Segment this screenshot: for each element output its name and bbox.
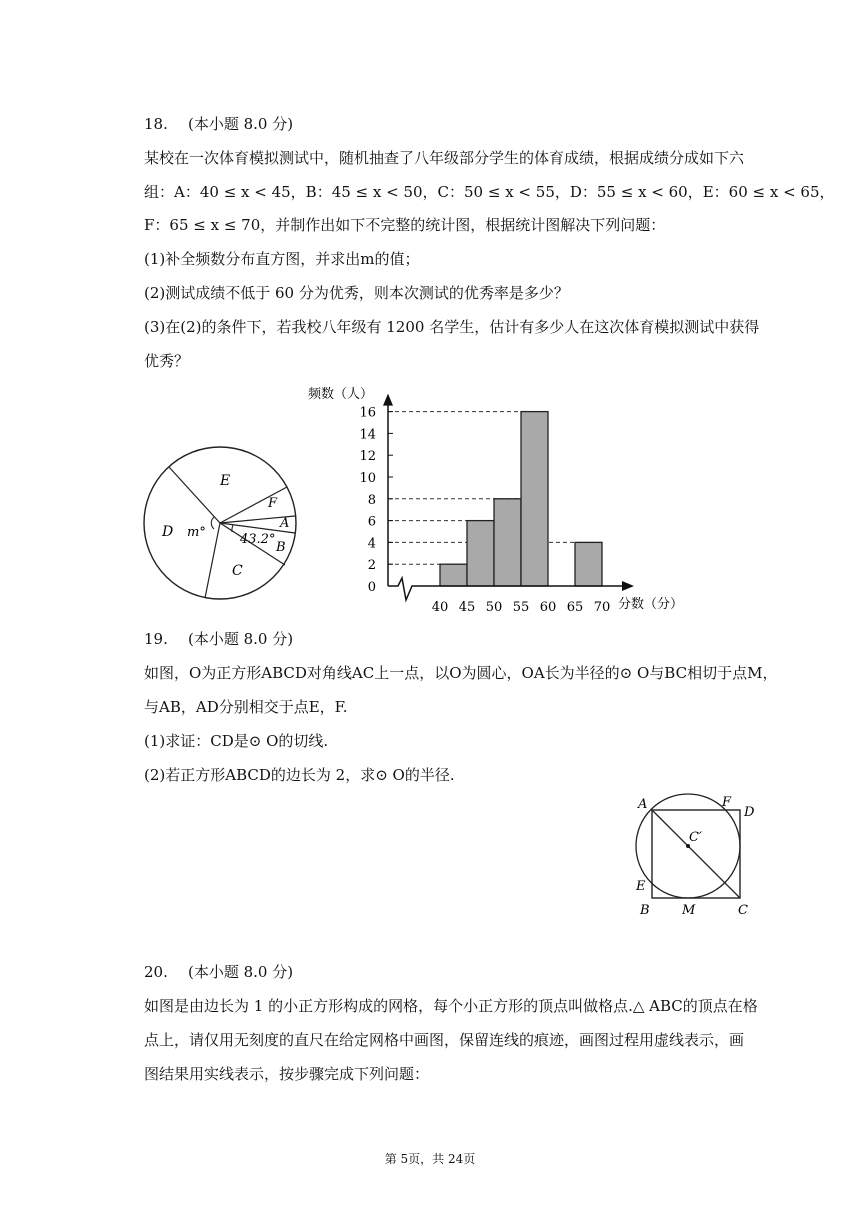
hist-y-tick-label: 8 xyxy=(367,492,376,508)
label-m: M xyxy=(682,903,696,918)
q20-heading xyxy=(144,962,293,982)
label-d: D xyxy=(744,805,755,820)
hist-y-tick-label: 6 xyxy=(367,514,376,530)
hist-x-tick-label: 60 xyxy=(539,600,557,615)
q18-score: (本小题 8.0 分) xyxy=(188,115,294,133)
pie-m-label: m° xyxy=(187,525,206,540)
q20-stem-line1: 如图是由边长为 1 的小正方形构成的网格，每个小正方形的顶点叫做格点.△ ABC的顶点在格 xyxy=(144,997,758,1015)
label-c-prime: C′ xyxy=(689,830,702,845)
hist-y-tick-label: 16 xyxy=(359,405,376,421)
q18-sub1: (1)补全频数分布直方图，并求出m的值； xyxy=(144,250,420,268)
hist-y-tick-label: 2 xyxy=(367,558,376,574)
hist-bar xyxy=(494,499,521,586)
page-footer: 第 5页，共 24页 xyxy=(384,1152,476,1166)
pie-label-c: C xyxy=(232,563,243,579)
hist-x-tick-label: 45 xyxy=(458,600,476,615)
hist-bar xyxy=(521,412,548,586)
diagonal-ac xyxy=(652,810,740,898)
pie-label-a: A xyxy=(280,516,290,531)
hist-bar xyxy=(575,542,602,586)
hist-x-tick-label: 55 xyxy=(512,600,530,615)
q20-stem-line3: 图结果用实线表示，按步骤完成下列问题： xyxy=(144,1065,430,1083)
label-a: A xyxy=(638,797,648,812)
q19-heading xyxy=(144,629,293,649)
histogram xyxy=(300,378,720,618)
hist-y-arrow xyxy=(383,394,393,406)
pie-label-e: E xyxy=(220,473,231,489)
pie-angle-label: 43.2° xyxy=(240,532,276,547)
q18-sub3-line2: 优秀？ xyxy=(144,352,190,370)
label-f: F xyxy=(722,795,732,810)
q18-stem-line2: 组：A：40 ≤ x < 45，B：45 ≤ x < 50，C：50 ≤ x < 55，D：55 ≤ x < 60，E：60 ≤ x < 65， xyxy=(144,183,835,201)
q20-stem-line2: 点上，请仅用无刻度的直尺在给定网格中画图，保留连线的痕迹，画图过程用虚线表示，画 xyxy=(144,1031,745,1049)
hist-x-tick-label: 70 xyxy=(593,600,611,615)
q20-number: 20. xyxy=(144,963,168,981)
q19-stem-line2: 与AB，AD分别相交于点E，F. xyxy=(144,698,348,716)
hist-x-tick-label: 40 xyxy=(431,600,449,615)
q18-sub3-line1: (3)在(2)的条件下，若我校八年级有 1200 名学生，估计有多少人在这次体育模拟测试中获得 xyxy=(144,318,760,336)
q19-stem-line1: 如图，O为正方形ABCD对角线AC上一点，以O为圆心，OA长为半径的⊙ O与BC相切于点M， xyxy=(144,664,778,682)
hist-xlabel: 分数（分） xyxy=(618,597,684,612)
hist-y-tick-label: 14 xyxy=(359,427,376,443)
q19-score: (本小题 8.0 分) xyxy=(188,630,294,648)
hist-x-tick-label: 65 xyxy=(566,600,584,615)
label-e: E xyxy=(636,879,646,894)
label-c: C xyxy=(738,903,748,918)
q20-score: (本小题 8.0 分) xyxy=(188,963,294,981)
hist-y-tick-label: 12 xyxy=(359,449,376,465)
hist-x-arrow xyxy=(622,581,634,591)
label-b: B xyxy=(640,903,650,918)
q18-stem-line3: F：65 ≤ x ≤ 70，并制作出如下不完整的统计图，根据统计图解决下列问题： xyxy=(144,216,666,234)
hist-x-tick-label: 50 xyxy=(485,600,503,615)
q18-sub2: (2)测试成绩不低于 60 分为优秀，则本次测试的优秀率是多少？ xyxy=(144,284,569,302)
hist-y-tick-label: 10 xyxy=(359,471,376,486)
pie-label-f: F xyxy=(268,496,278,511)
q19-number: 19. xyxy=(144,630,168,648)
q18-stem-line1: 某校在一次体育模拟测试中，随机抽查了八年级部分学生的体育成绩，根据成绩分成如下六 xyxy=(144,149,745,167)
q18-number: 18. xyxy=(144,115,168,133)
q19-sub2: (2)若正方形ABCD的边长为 2，求⊙ O的半径. xyxy=(144,766,455,784)
hist-bar xyxy=(467,521,494,586)
hist-y-tick-label: 0 xyxy=(367,580,376,595)
pie-chart xyxy=(140,445,300,605)
q18-heading xyxy=(144,114,293,134)
pie-label-b: B xyxy=(276,540,286,555)
pie-label-d: D xyxy=(162,524,174,540)
hist-bar xyxy=(440,564,467,586)
hist-y-tick-label: 4 xyxy=(367,536,376,552)
q19-figure xyxy=(626,792,766,922)
q19-sub1: (1)求证：CD是⊙ O的切线. xyxy=(144,732,329,750)
hist-ylabel: 频数（人） xyxy=(308,387,374,402)
